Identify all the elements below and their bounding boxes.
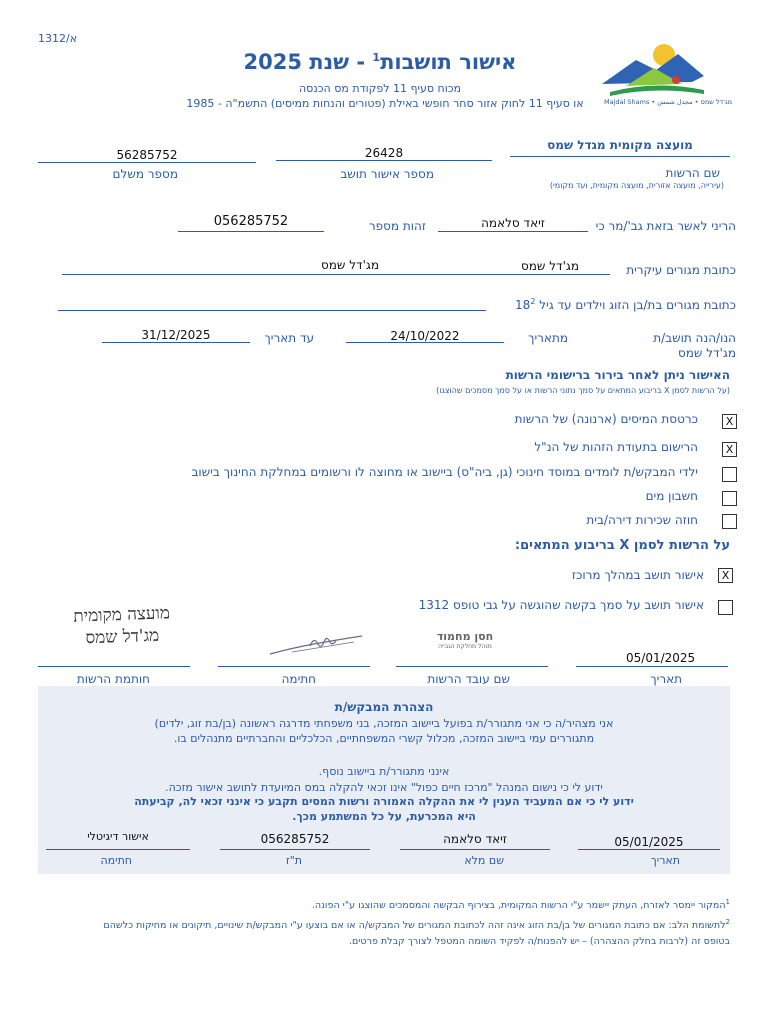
verification-heading: האישור ניתן לאחר בירור ברישומי הרשות [505,368,730,382]
from-date-label: מתאריך [528,331,568,345]
declaration-p3: אינני מתגורר/ת ביישוב נוסף. [318,765,450,778]
declaration-id-label: ת"ז [285,854,302,867]
seal-label: חותמת הרשות [76,672,150,686]
authority-seal [43,601,200,650]
address-label: כתובת מגורים עיקרית [626,263,736,277]
address-value-1: מג'דל שמס [520,259,580,273]
spouse-address-text: כתובת מגורים בת/בן הזוג וילדים עד גיל 18 [515,298,736,312]
declaration-name-line [400,849,550,850]
resident-name-line [438,231,588,232]
id-number-label: זהות מספר [368,219,426,233]
from-date-line [346,342,504,343]
to-date-line [102,342,250,343]
checkbox-water-bill[interactable] [722,491,737,506]
worker-stamp-line-2: מנהל מחלקת הגבייה [438,643,492,650]
declaration-panel [38,686,730,874]
id-number-line [178,231,324,232]
declaration-p1: אני מצהיר/ה כי אני מתגורר/ת בפועל ביישוב המזכה, בני משפחתי מדרגה ראשונה (בן/בת זוג, ילדים) [154,717,614,730]
signature-date-line [576,666,728,667]
declaration-signature-line [46,849,190,850]
period-label: הנו/הנה תושב/ת מג'דל שמס [653,331,736,360]
footnote-2 [40,914,730,950]
spouse-address-label [515,297,736,312]
seal-line [38,666,190,667]
certify-prefix: הריני לאשר בזאת גב'/מר כי [595,219,736,233]
authority-name-sublabel: (עירייה, מועצה אזורית, מועצה מקומית, ועד מקומי) [549,181,724,190]
logo-caption: Majdal Shams • מג'דל שמס • مجدل شمس [604,98,733,106]
footnote-2-mark: 2 [725,918,730,926]
resident-cert-number: 26428 [364,146,404,160]
declaration-name-label: שם מלא [464,854,504,867]
declaration-p6: היא המכרעת, על כל המשתמע מכך. [292,810,476,823]
checkbox-form-1312[interactable] [718,600,733,615]
footnote-2-text-b: בטופס זה (לרבות בחלק ההצהרה) – יש להפנות/ה לפקיד השומה המטפל לצורך קבלת פרטים. [348,936,730,948]
worker-stamp [420,630,510,650]
declaration-signature: אישור דיגיטלי [87,830,149,843]
option-central-process: אישור תושב במהלך מרוכז [571,568,704,582]
option-id-registration: הרישום בתעודת הזהות של הנ"ל [534,440,698,454]
resident-name: זיאד סלאמה [481,216,545,230]
signature-line [218,666,370,667]
declaration-title: הצהרת המבקש/ת [334,700,434,714]
title-year: - שנת 2025 [243,50,366,74]
spouse-footnote: 2 [530,297,536,306]
declaration-date: 05/01/2025 [614,835,684,849]
worker-name-line [396,666,548,667]
address-line [62,274,610,275]
resident-cert-line [276,160,492,161]
seal-line-2: מג'דל שמס [85,625,160,649]
option-rental: חוזה שכירות דירה/בית [586,513,698,527]
to-date-label: עד תאריך [264,331,314,345]
address-value-2: מג'דל שמס [320,258,380,272]
checkbox-central-process[interactable]: X [718,568,733,583]
to-date: 31/12/2025 [141,328,211,342]
handwritten-signature [262,628,372,660]
from-date: 24/10/2022 [390,329,460,343]
worker-name-label: שם עובד הרשות [427,672,510,686]
title-text: אישור תושבות [380,50,517,74]
footnote-1-mark: 1 [725,898,730,906]
authority-name-line [510,156,730,157]
declaration-id: 056285752 [260,832,330,846]
option-children-school: ילדי המבקש/ת לומדים במוסד חינוכי (גן, ביה"ס) ביישוב או מחוצה לו ורשומים במחלקת החינוך בישוב [191,465,698,479]
footnote-2-text-a: לתשומת הלב: אם כתובת המגורים של בן/בת הזוג אינה זהה לכתובת המגורים של המבקש/ה או אם בוצעו ע"י המבקש/ת שינויים, תיקונים או מחיקות כלשהם [103,920,726,932]
form-code: 1312/א [38,32,78,45]
declaration-p5: ידוע לי כי אם המעביד הענין לי את ההקלה האמורה ורשות המסים תקבע כי אינני זכאי לה, קביעתה [134,795,634,808]
signature-date: 05/01/2025 [626,651,696,665]
payer-number-label: מספר משלם [112,167,178,181]
signature-date-label: תאריך [650,672,682,686]
declaration-id-line [220,849,370,850]
resident-cert-label: מספר אישור תושב [340,167,434,181]
declaration-name: זיאד סלאמה [443,832,507,846]
payer-number: 56285752 [116,148,178,162]
payer-number-line [38,162,256,163]
declaration-date-line [578,849,720,850]
declaration-p2: מתגוררים עמי ביישוב המזכה, מכלול קשרי המשפחתיים, הכלכליים והחברתיים מתנהלים בו. [173,732,595,745]
id-number: 056285752 [213,214,289,229]
signature-label: חתימה [281,672,316,686]
process-heading: על הרשות לסמן X בריבוע המתאים: [514,538,730,553]
option-form-1312: אישור תושב על סמך בקשה שהוגשה על גבי טופס 1312 [418,598,704,612]
declaration-signature-label: חתימה [100,854,132,867]
declaration-p4: ידוע לי כי נישום המנהל "מרכז חיים כפול" אינו זכאי להקלה במס המיועדת לתושב אישור מזכה. [165,781,603,794]
subtitle-2: או סעיף 11 לחוק אזור סחר חופשי באילת (פטורים והנחות ממיסים) התשמ"ה - 1985 [186,97,584,110]
subtitle-1: מכוח סעיף 11 לפקודת מס הכנסה [299,82,461,95]
worker-stamp-line-1: חסן מחמוד [436,630,494,643]
municipality-logo [596,40,736,110]
footnote-1 [40,898,730,911]
declaration-date-label: תאריך [650,854,680,867]
title-footnote: 1 [372,51,381,64]
authority-name-label: שם הרשות [665,166,720,180]
checkbox-arnona[interactable]: X [722,414,737,429]
option-water-bill: חשבון מים [645,489,698,503]
checkbox-rental[interactable] [722,514,737,529]
verification-note: (על הרשות לסמן X בריבוע המתאים על סמך נתוני הרשות או על סמך מסמכים שהוצגו) [436,386,730,395]
seal-line-1: מועצה מקומית [72,603,171,627]
footnote-1-text: המקור יימסר לאזרח, העתק יישמר ע"י הרשות המקומית, בצירוף הבקשה והמסמכים שהוצגו ע"י הפונה. [311,900,726,912]
spouse-address-line [58,310,486,311]
authority-name: מועצה מקומית מגדל שמס [547,138,693,152]
option-arnona: כרטסת המיסים (ארנונה) של הרשות [514,412,698,426]
page-title [150,50,610,74]
checkbox-children-school[interactable] [722,467,737,482]
checkbox-id-registration[interactable]: X [722,442,737,457]
